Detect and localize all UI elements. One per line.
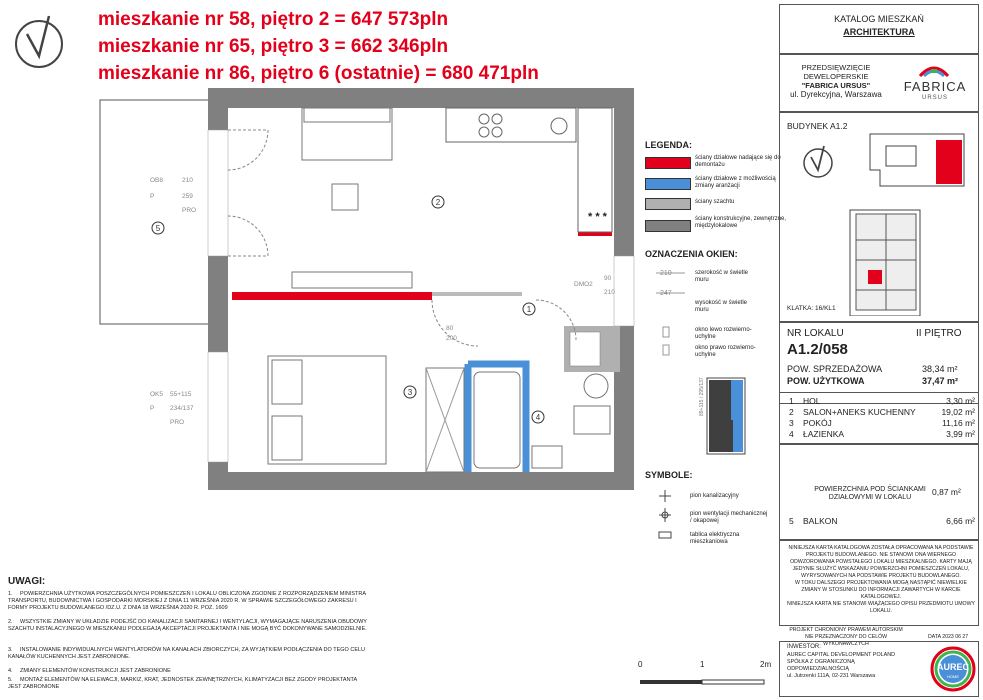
window-1-a: 210 [182, 177, 193, 184]
note-4: 4. ZMIANY ELEMENTÓW KONSTRUKCJI JEST ZABRONIONE [8, 668, 171, 674]
usable-area-label: POW. UŻYTKOWA [787, 376, 865, 386]
architect-logo [11, 12, 67, 70]
window-3-a: 90 [604, 275, 612, 282]
changeable-partition [468, 364, 526, 472]
room-num-5: 5 [155, 224, 161, 233]
window-item-1: szerokość w świetle muru [695, 270, 749, 283]
unit-floor: II PIĘTRO [916, 328, 962, 339]
outer-wall-top [208, 88, 632, 108]
symbol-item-1: pion kanalizacyjny [690, 493, 739, 499]
legend-swatch-blue [645, 178, 691, 190]
bed [268, 356, 386, 464]
window-3-b: 210 [604, 289, 615, 296]
window-1-id: OB8 [150, 177, 164, 184]
window-item-3: okno lewo rozwierno-uchylne [695, 327, 752, 340]
catalog-title: KATALOG MIESZKAŃ [834, 14, 924, 24]
investor-info: AUREC CAPITAL DEVELOPMENT POLAND SPÓŁKA Z OGRANICZONĄ ODPOWIEDZIALNOŚCIĄ ul. Jutrzenki 111A, 02-231 Warszawa [787, 652, 896, 679]
svg-text:* * *: * * * [588, 211, 607, 223]
room-row-4: 4 ŁAZIENKA 3,99 m² [789, 429, 975, 439]
window-2-c: PRO [170, 419, 185, 426]
stair-label: KLATKA: 16/KL1 [787, 305, 836, 312]
investor-label: INWESTOR: [787, 644, 821, 650]
notes-title: UWAGI: [8, 576, 46, 587]
legend-title: LEGENDA: [645, 140, 692, 150]
window-2-a: 55+115 [170, 391, 192, 398]
door-width: 80 [446, 325, 454, 332]
aurec-logo-text: AUREC [936, 662, 969, 672]
kitchen-counter [446, 108, 576, 142]
symbol-item-2: pion wentylacji mechanicznej / okapowej [690, 511, 768, 524]
window-1-c: PRO [182, 207, 197, 214]
scale-1: 1 [700, 660, 705, 669]
room-num-2: 2 [435, 198, 441, 207]
copyright-text: PROJEKT CHRONIONY PRAWEM AUTORSKIM NIE PRZEZNACZONY DO CELÓW WYKONAWCZYCH [789, 627, 903, 647]
legend-item-4: ściany konstrukcyjne, zewnętrzne, międzylokalowe [695, 216, 787, 229]
window-item-2: wysokość w świetle muru [695, 300, 748, 313]
window-2-id: OK5 [150, 391, 164, 398]
sale-area-label: POW. SPRZEDAŻOWA [787, 364, 883, 374]
room-num-1: 1 [526, 305, 532, 314]
legend-swatch-darkgray [645, 220, 691, 232]
floor-plan [96, 86, 636, 516]
legend-swatch-lightgray [645, 198, 691, 210]
legend-item-3: ściany szachtu [695, 199, 735, 205]
fabrica-logo-mark [914, 64, 954, 78]
sale-area-value: 38,34 m² [922, 364, 958, 374]
room-num-4: 4 [535, 413, 541, 422]
site-logo [800, 143, 836, 179]
aurec-logo-sub: HOME [947, 674, 959, 679]
note-2: 2. WSZYSTKIE ZMIANY W UKŁADZIE PODEJŚĆ DO KANALIZACJI SANITARNEJ I WENTYLACJI, WYMAGAJĄCE NARUSZENIA OBUDOWY SZACHTU INSTALACYJNEGO W MIESZKANIU PODLEGAJĄ AKCEPTACJI PROJEKTANTA I NIE MOGĄ BYĆ DOKONYWANE SAMODZIELNIE. [8, 619, 367, 632]
fabrica-logo-text: FABRICA [903, 79, 967, 94]
note-5: 5. MONTAŻ ELEMENTÓW NA ELEWACJI, MARKIZ, KRAT, JEDNOSTEK ZEWNĘTRZNYCH, KLIMATYZACJI BEZ ZGODY PROJEKTANTA JEST ZABRONIONE [8, 677, 357, 690]
disclaimer-text: NINIEJSZA KARTA KATALOGOWA ZOSTAŁA OPRACOWANA NA PODSTAWIE PROJEKTU BUDOWLANEGO. NIE STANOWI ONA WIERNEGO ODWZOROWANIA POWSTAŁEGO LOKALU MIESZKALNEGO. KARTY MAJĄ JEDYNIE SŁUŻYĆ WSKAZANIU POWIERZCHNI POMIESZCZEŃ LOKALU, WYRYSOWANYCH NA PODSTAWIE PROJEKTU BUDOWLANEGO. W TOKU DALSZEGO PROJEKTOWANIA MOGĄ NASTĄPIĆ NIEWIELKIE ZMIANY W STOSUNKU DO INFORMACJI ZAWARTYCH W KARCIE KATALOGOWEJ. NINIEJSZA KARTA NIE STANOWI WIĄŻĄCEGO OPISU PRZEDMIOTU UMOWY LOKALU. [787, 545, 975, 614]
price-line-65: mieszkanie nr 65, piętro 3 = 662 346pln [98, 36, 449, 57]
room-num-3: 3 [407, 388, 413, 397]
usable-area-value: 37,47 m² [922, 376, 959, 386]
partition-label: POWIERZCHNIA POD ŚCIANKAMI DZIAŁOWYMI W LOKALU [814, 486, 926, 501]
legend-item-2: ściany działowe z możliwością zmiany aranżacji [695, 176, 776, 189]
scale-0: 0 [638, 660, 643, 669]
room-row-3: 3 POKÓJ 11,16 m² [789, 418, 975, 428]
bathroom-detail [699, 372, 751, 460]
sofa [302, 108, 392, 160]
developer-info: PRZEDSIĘWZIĘCIE DEWELOPERSKIE "FABRICA URSUS" ul. Dyrekcyjna, Warszawa [790, 63, 882, 99]
note-1: 1. POWIERZCHNIA UŻYTKOWA POSZCZEGÓLNYCH POMIESZCZEŃ I LOKALU OBLICZONA ZGODNIE Z ROZPORZĄDZENIEM MINISTRA TRANSPORTU, BUDOWNICTWA I GOSPODARKI MORSKIEJ Z DNIA 11 WRZEŚNIA 2020 R. W SPRAWIE SZCZEGÓŁOWEGO ZAKRESU I FORMY PROJEKTU BUDOWLANEGO /DZ.U. Z DNIA 18 WRZEŚNIA 2020 R. POZ. 1609 [8, 591, 366, 611]
symbols-title: SYMBOLE: [645, 470, 693, 480]
note-3: 3. INSTALOWANIE INDYWIDUALNYCH WENTYLATORÓW NA KANAŁACH ZBIORCZYCH, ZA WYJĄTKIEM PODŁĄCZENIA DO TEGO CELU KANAŁÓW KUCHENNYCH JEST ZABRONIONE. [8, 647, 366, 660]
bath-dim: 89+115 / 295/137 [699, 377, 705, 416]
door-height: 200 [446, 335, 457, 342]
window-3-id: DMO2 [574, 281, 593, 288]
window-1-p: P [150, 193, 155, 200]
room-row-2: 2 SALON+ANEKS KUCHENNY 19,02 m² [789, 407, 975, 417]
building-label: BUDYNEK A1.2 [787, 121, 848, 131]
partition-value: 0,87 m² [932, 487, 961, 497]
fabrica-logo-sub: URSUS [921, 95, 948, 101]
window-sample-icon [653, 265, 687, 359]
scale-2m: 2m [760, 660, 772, 669]
window-sample-top: 210 [660, 270, 672, 277]
window-2-p: P [150, 405, 155, 412]
symbol-item-3: tablica elektryczna mieszkaniowa [690, 532, 740, 545]
symbols-icons [652, 488, 678, 544]
balcony-row: 5 BALKON 6,66 m² [789, 516, 975, 526]
window-2-b: 234/137 [170, 405, 194, 412]
architecture-title: ARCHITEKTURA [843, 27, 915, 37]
legend-item-1: ściany działowe nadające się do demontażu [695, 155, 781, 168]
unit-nr-label: NR LOKALU [787, 328, 844, 339]
windows-title: OZNACZENIA OKIEN: [645, 249, 738, 259]
date-text: DATA 2023 06 27 [928, 634, 969, 640]
outer-wall-bottom [208, 472, 632, 490]
room-row-1: 1 HOL 3,30 m² [789, 396, 975, 406]
unit-id: A1.2/058 [787, 341, 848, 358]
removable-partition [232, 292, 432, 300]
window-sample-bottom: 247 [660, 290, 672, 297]
building-key-plan [840, 130, 968, 316]
price-line-58: mieszkanie nr 58, piętro 2 = 647 573pln [98, 9, 449, 30]
legend-swatch-red [645, 157, 691, 169]
window-item-4: okno prawo rozwierno-uchylne [695, 345, 756, 358]
price-line-86: mieszkanie nr 86, piętro 6 (ostatnie) = 680 471pln [98, 63, 539, 84]
window-1-b: 259 [182, 193, 193, 200]
